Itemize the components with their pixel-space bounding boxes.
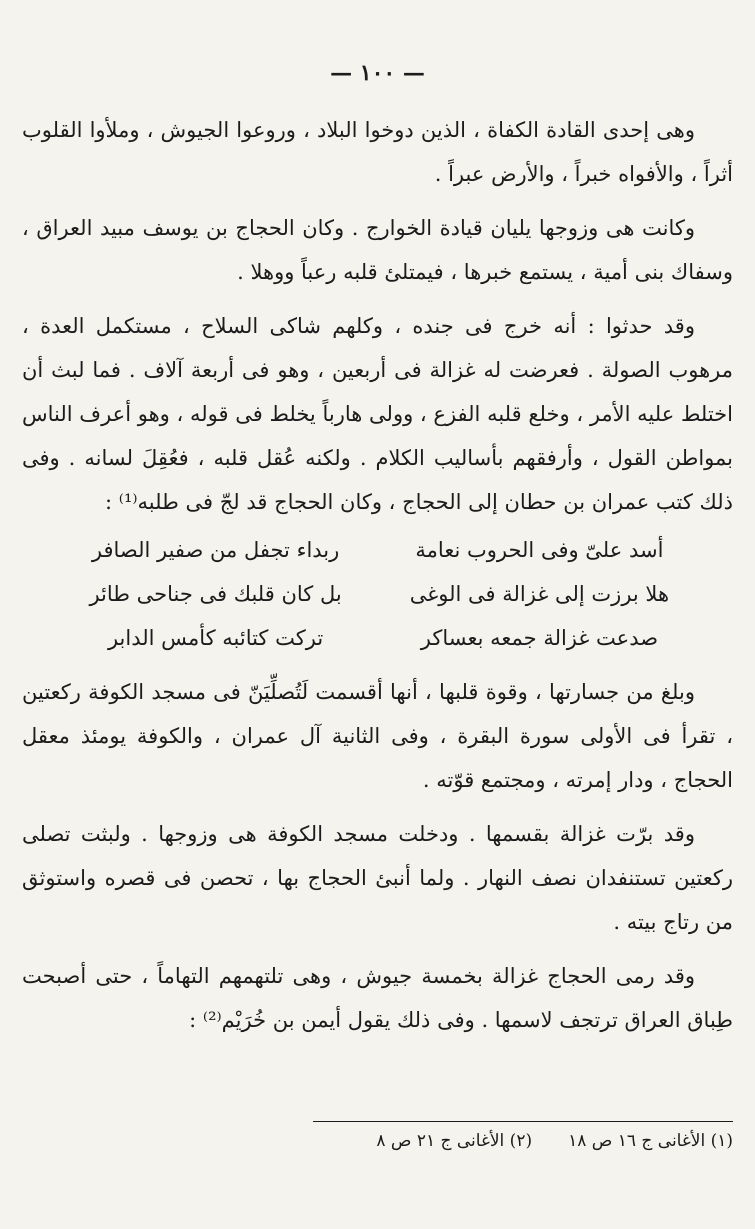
main-text [22, 108, 733, 1052]
paragraph-khawarij-leadership: وكانت هى وزوجها يليان قيادة الخوارج . وكان الحجاج بن يوسف مبيد العراق ، وسفاك بنى أمية ، يستمع خبرها ، فيمتلئ قلبه رعباً ووهلا . [22, 216, 733, 284]
footnote-2: (٢) الأغانى ج ٢١ ص ٨ [376, 1131, 533, 1151]
verse-second-hemistich: تركت كتائبه كأمس الدابر [107, 626, 324, 650]
poem-verse [72, 572, 683, 616]
poem [22, 528, 733, 660]
poem-verse [72, 616, 683, 660]
paragraph-oath-kufa-mosque: وبلغ من جسارتها ، وقوة قلبها ، أنها أقسمت لَتُصلِّيَنّ فى مسجد الكوفة ركعتين ، تقرأ فى الأولى سورة البقرة ، وفى الثانية آل عمران ، والكوفة يومئذ معقل الحجاج ، ودار إمرته ، ومجتمع قوّته . [22, 680, 733, 792]
verse-second-hemistich: بل كان قلبك فى جناحى طائر [89, 582, 342, 606]
verse-second-hemistich: ربداء تجفل من صفير الصافر [91, 538, 340, 562]
page-number: — ١٠٠ — [330, 60, 425, 86]
footnote-1: (١) الأغانى ج ١٦ ص ١٨ [568, 1131, 733, 1151]
verse-first-hemistich: أسد علىّ وفى الحروب نعامة [415, 538, 664, 562]
footnotes [293, 1127, 733, 1155]
paragraph-five-armies: وقد رمى الحجاج غزالة بخمسة جيوش ، وهى تلتهمهم التهاماً ، حتى أصبحت طِباق العراق ترتجف لاسمها . وفى ذلك يقول أيمن بن خُرَيْم⁽²⁾ : [22, 964, 733, 1032]
paragraph-oath-fulfilled: وقد برّت غزالة بقسمها . ودخلت مسجد الكوفة هى وزوجها . ولبثت تصلى ركعتين تستنفدان نصف النهار . ولما أنبئ الحجاج بها ، تحصن فى قصره واستوثق من رتاج بيته . [22, 822, 733, 934]
footnote-divider [313, 1121, 733, 1122]
verse-first-hemistich: صدعت غزالة جمعه بعساكر [420, 626, 659, 650]
book-page [22, 0, 733, 1229]
verse-first-hemistich: هلا برزت إلى غزالة فى الوغى [409, 582, 670, 606]
paragraph-battle-account: وقد حدثوا : أنه خرج فى جنده ، وكلهم شاكى السلاح ، مستكمل العدة ، مرهوب الصولة . فعرضت له غزالة فى أربعين ، وهو فى أربعة آلاف . فما لبث أن اختلط عليه الأمر ، وخلع قلبه الفزع ، وولى هارباً يخلط فى قوله ، وهو أعرف الناس بمواطن القول ، وأرفقهم بأساليب الكلام . ولكنه عُقل قلبه ، فعُقِلَ لسانه . وفى ذلك كتب عمران بن حطان إلى الحجاج ، وكان الحجاج قد لجّ فى طلبه⁽¹⁾ : [22, 314, 733, 514]
poem-verse [72, 528, 683, 572]
paragraph-ghazala-intro: وهى إحدى القادة الكفاة ، الذين دوخوا البلاد ، وروعوا الجيوش ، وملأوا القلوب أثراً ، والأفواه خبراً ، والأرض عبراً . [22, 118, 733, 186]
